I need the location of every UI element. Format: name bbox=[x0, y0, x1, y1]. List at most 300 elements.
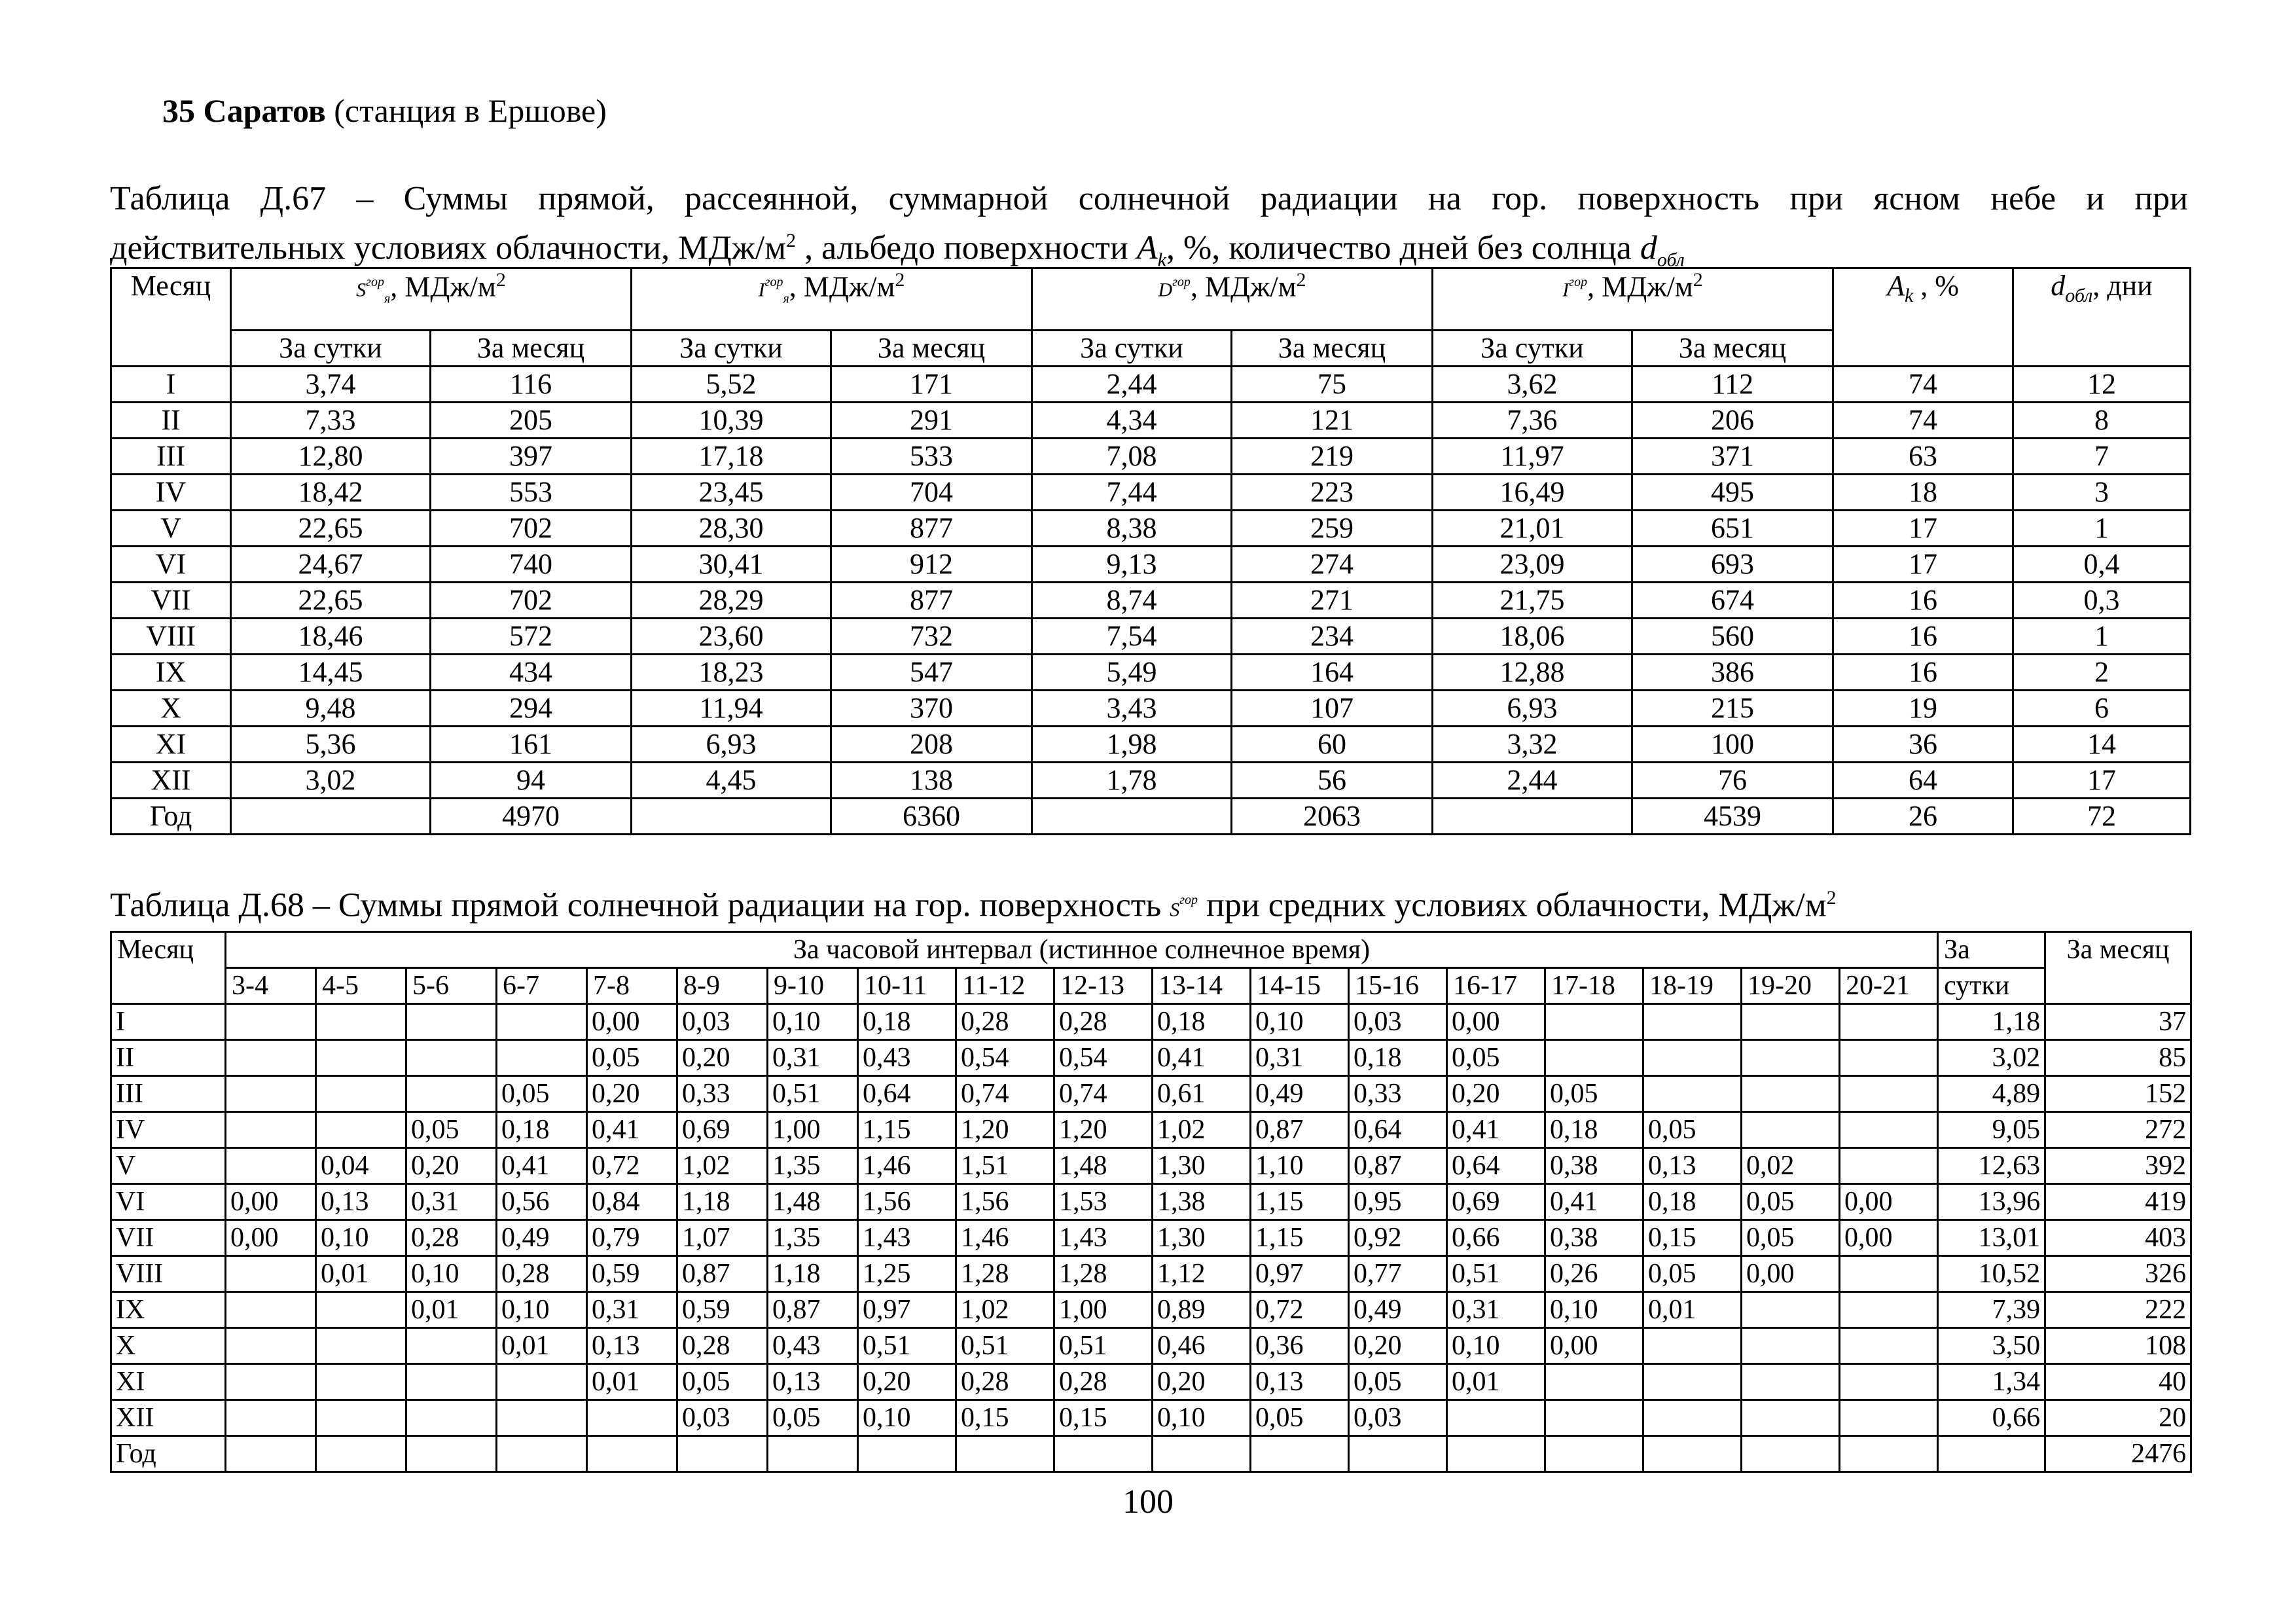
value-cell bbox=[226, 1328, 316, 1364]
month-cell: III bbox=[111, 1076, 226, 1112]
value-cell: 0,64 bbox=[1447, 1148, 1545, 1184]
value-cell: 0,05 bbox=[497, 1076, 587, 1112]
value-cell: 386 bbox=[1632, 655, 1833, 691]
value-cell: 0,51 bbox=[1447, 1256, 1545, 1292]
value-cell: 1,30 bbox=[1153, 1220, 1251, 1256]
value-cell bbox=[1433, 799, 1632, 835]
value-cell: 1,48 bbox=[1054, 1148, 1153, 1184]
value-cell: 0,31 bbox=[1251, 1040, 1349, 1076]
value-cell: 13,01 bbox=[1938, 1220, 2045, 1256]
col68-interval: 19-20 bbox=[1742, 968, 1840, 1004]
value-cell: 17,18 bbox=[632, 439, 831, 475]
value-cell: 434 bbox=[431, 655, 632, 691]
value-cell: 64 bbox=[1833, 763, 2013, 799]
value-cell: 0,66 bbox=[1447, 1220, 1545, 1256]
col68-interval: 15-16 bbox=[1349, 968, 1447, 1004]
value-cell: 9,13 bbox=[1032, 547, 1232, 583]
value-cell: 1,43 bbox=[858, 1220, 956, 1256]
value-cell: 371 bbox=[1632, 439, 1833, 475]
value-cell: 9,48 bbox=[231, 691, 431, 727]
col-total-clear: $I^{гор}_я$, МДж/$м^2$ bbox=[632, 268, 1032, 331]
value-cell: 1,46 bbox=[858, 1148, 956, 1184]
value-cell bbox=[231, 799, 431, 835]
month-cell: II bbox=[111, 1040, 226, 1076]
month-cell: II bbox=[111, 403, 231, 439]
value-cell: 0,84 bbox=[587, 1184, 677, 1220]
col68-interval-group: За часовой интервал (истинное солнечное время) bbox=[226, 932, 1938, 968]
value-cell bbox=[497, 1400, 587, 1436]
value-cell: 8,38 bbox=[1032, 511, 1232, 547]
value-cell: 0,01 bbox=[1643, 1292, 1742, 1328]
value-cell bbox=[316, 1364, 406, 1400]
table-row bbox=[111, 403, 2191, 439]
value-cell: 40 bbox=[2045, 1364, 2191, 1400]
value-cell: 0,41 bbox=[1545, 1184, 1643, 1220]
value-cell: 10,39 bbox=[632, 403, 831, 439]
value-cell: 2476 bbox=[2045, 1436, 2191, 1472]
value-cell: 1,00 bbox=[1054, 1292, 1153, 1328]
table-row bbox=[111, 583, 2191, 619]
value-cell: 0,77 bbox=[1349, 1256, 1447, 1292]
value-cell bbox=[497, 1040, 587, 1076]
value-cell bbox=[406, 1436, 497, 1472]
table68-caption bbox=[110, 877, 2188, 931]
value-cell: 0,46 bbox=[1153, 1328, 1251, 1364]
value-cell bbox=[1840, 1256, 1938, 1292]
value-cell: 702 bbox=[431, 511, 632, 547]
caption-text-a: действительных условиях облачности, МДж/м bbox=[110, 229, 787, 267]
value-cell: 1,07 bbox=[677, 1220, 768, 1256]
value-cell bbox=[1447, 1436, 1545, 1472]
col68-interval: 4-5 bbox=[316, 968, 406, 1004]
value-cell: 1,28 bbox=[956, 1256, 1054, 1292]
value-cell: 0,18 bbox=[1643, 1184, 1742, 1220]
value-cell: 7,44 bbox=[1032, 475, 1232, 511]
value-cell: 0,4 bbox=[2013, 547, 2191, 583]
value-cell bbox=[1545, 1436, 1643, 1472]
value-cell bbox=[406, 1328, 497, 1364]
value-cell: 17 bbox=[2013, 763, 2191, 799]
col68-interval: 8-9 bbox=[677, 968, 768, 1004]
value-cell: 0,10 bbox=[316, 1220, 406, 1256]
value-cell: 0,97 bbox=[858, 1292, 956, 1328]
table-d67-body bbox=[111, 367, 2191, 835]
value-cell: 3,62 bbox=[1433, 367, 1632, 403]
col-month: Месяц bbox=[111, 268, 231, 367]
value-cell: 1,30 bbox=[1153, 1148, 1251, 1184]
value-cell: 12,63 bbox=[1938, 1148, 2045, 1184]
value-cell: 1,18 bbox=[1938, 1004, 2045, 1040]
col68-day-bottom: сутки bbox=[1938, 968, 2045, 1004]
value-cell: 12 bbox=[2013, 367, 2191, 403]
value-cell: 36 bbox=[1833, 727, 2013, 763]
value-cell: 1,02 bbox=[956, 1292, 1054, 1328]
value-cell: 0,13 bbox=[768, 1364, 858, 1400]
month-cell: VIII bbox=[111, 619, 231, 655]
value-cell: 215 bbox=[1632, 691, 1833, 727]
value-cell: 16 bbox=[1833, 619, 2013, 655]
value-cell: 0,56 bbox=[497, 1184, 587, 1220]
value-cell: 0,05 bbox=[1643, 1112, 1742, 1148]
month-cell: VI bbox=[111, 547, 231, 583]
value-cell bbox=[1742, 1364, 1840, 1400]
value-cell bbox=[406, 1040, 497, 1076]
value-cell: 0,26 bbox=[1545, 1256, 1643, 1292]
value-cell: 0,49 bbox=[1349, 1292, 1447, 1328]
value-cell: 274 bbox=[1232, 547, 1433, 583]
caption-d-symbol: d bbox=[1640, 229, 1657, 267]
value-cell: 21,01 bbox=[1433, 511, 1632, 547]
col68-interval: 9-10 bbox=[768, 968, 858, 1004]
value-cell: 0,97 bbox=[1251, 1256, 1349, 1292]
value-cell: 6,93 bbox=[632, 727, 831, 763]
value-cell: 1,20 bbox=[956, 1112, 1054, 1148]
value-cell: 17 bbox=[1833, 547, 2013, 583]
month-cell: VII bbox=[111, 583, 231, 619]
caption68-symbol: S bbox=[1170, 899, 1180, 921]
table-row bbox=[111, 1148, 2191, 1184]
value-cell: 16,49 bbox=[1433, 475, 1632, 511]
value-cell: 553 bbox=[431, 475, 632, 511]
value-cell: 0,00 bbox=[1840, 1184, 1938, 1220]
value-cell: 704 bbox=[831, 475, 1032, 511]
subcol-day: За сутки bbox=[632, 331, 831, 367]
value-cell: 0,20 bbox=[858, 1364, 956, 1400]
value-cell: 164 bbox=[1232, 655, 1433, 691]
value-cell: 0,31 bbox=[406, 1184, 497, 1220]
value-cell: 14,45 bbox=[231, 655, 431, 691]
value-cell: 76 bbox=[1632, 763, 1833, 799]
value-cell bbox=[1742, 1292, 1840, 1328]
value-cell: 6360 bbox=[831, 799, 1032, 835]
value-cell bbox=[1032, 799, 1232, 835]
value-cell: 547 bbox=[831, 655, 1032, 691]
value-cell bbox=[1643, 1400, 1742, 1436]
value-cell: 0,66 bbox=[1938, 1400, 2045, 1436]
value-cell: 11,97 bbox=[1433, 439, 1632, 475]
value-cell: 0,03 bbox=[677, 1004, 768, 1040]
month-cell: XII bbox=[111, 1400, 226, 1436]
table-row bbox=[111, 1004, 2191, 1040]
caption-d-sub: обл bbox=[1657, 249, 1685, 271]
value-cell: 234 bbox=[1232, 619, 1433, 655]
value-cell: 0,01 bbox=[406, 1292, 497, 1328]
value-cell bbox=[1643, 1004, 1742, 1040]
section-station: (станция в Ершове) bbox=[334, 92, 607, 129]
col68-interval: 6-7 bbox=[497, 968, 587, 1004]
month-cell: XI bbox=[111, 727, 231, 763]
value-cell: 495 bbox=[1632, 475, 1833, 511]
value-cell: 419 bbox=[2045, 1184, 2191, 1220]
value-cell: 107 bbox=[1232, 691, 1433, 727]
value-cell: 208 bbox=[831, 727, 1032, 763]
value-cell: 20 bbox=[2045, 1400, 2191, 1436]
value-cell: 3 bbox=[2013, 475, 2191, 511]
value-cell: 0,05 bbox=[768, 1400, 858, 1436]
value-cell bbox=[1545, 1040, 1643, 1076]
value-cell: 60 bbox=[1232, 727, 1433, 763]
value-cell: 4,34 bbox=[1032, 403, 1232, 439]
value-cell: 877 bbox=[831, 511, 1032, 547]
value-cell: 3,74 bbox=[231, 367, 431, 403]
value-cell: 3,43 bbox=[1032, 691, 1232, 727]
value-cell: 219 bbox=[1232, 439, 1433, 475]
value-cell: 0,20 bbox=[406, 1148, 497, 1184]
value-cell: 161 bbox=[431, 727, 632, 763]
value-cell: 0,15 bbox=[1054, 1400, 1153, 1436]
value-cell: 0,10 bbox=[1447, 1328, 1545, 1364]
value-cell: 0,3 bbox=[2013, 583, 2191, 619]
caption-albedo-symbol: A bbox=[1136, 229, 1158, 267]
subcol-month: За месяц bbox=[1232, 331, 1433, 367]
table-row bbox=[111, 475, 2191, 511]
caption-text-c: , %, количество дней без солнца bbox=[1166, 229, 1640, 267]
value-cell: 0,00 bbox=[226, 1184, 316, 1220]
value-cell: 0,79 bbox=[587, 1220, 677, 1256]
table-row bbox=[111, 763, 2191, 799]
value-cell: 1,35 bbox=[768, 1220, 858, 1256]
value-cell bbox=[316, 1328, 406, 1364]
value-cell: 1,00 bbox=[768, 1112, 858, 1148]
value-cell: 1,25 bbox=[858, 1256, 956, 1292]
value-cell bbox=[316, 1076, 406, 1112]
value-cell bbox=[1742, 1328, 1840, 1364]
month-cell: IX bbox=[111, 655, 231, 691]
table-row bbox=[111, 1256, 2191, 1292]
value-cell bbox=[858, 1436, 956, 1472]
col68-interval: 5-6 bbox=[406, 968, 497, 1004]
value-cell: 205 bbox=[431, 403, 632, 439]
value-cell: 0,15 bbox=[1643, 1220, 1742, 1256]
value-cell: 370 bbox=[831, 691, 1032, 727]
value-cell: 272 bbox=[2045, 1112, 2191, 1148]
month-cell: IX bbox=[111, 1292, 226, 1328]
section-heading bbox=[162, 92, 607, 130]
value-cell bbox=[406, 1004, 497, 1040]
value-cell: 8,74 bbox=[1032, 583, 1232, 619]
value-cell: 0,03 bbox=[677, 1400, 768, 1436]
value-cell: 13,96 bbox=[1938, 1184, 2045, 1220]
table-row bbox=[111, 799, 2191, 835]
value-cell: 693 bbox=[1632, 547, 1833, 583]
value-cell: 0,51 bbox=[858, 1328, 956, 1364]
value-cell: 560 bbox=[1632, 619, 1833, 655]
subcol-day: За сутки bbox=[1433, 331, 1632, 367]
value-cell bbox=[1643, 1040, 1742, 1076]
value-cell: 0,28 bbox=[956, 1004, 1054, 1040]
value-cell: 10,52 bbox=[1938, 1256, 2045, 1292]
col68-interval: 18-19 bbox=[1643, 968, 1742, 1004]
value-cell: 0,41 bbox=[1447, 1112, 1545, 1148]
table-row bbox=[111, 691, 2191, 727]
value-cell: 1,28 bbox=[1054, 1256, 1153, 1292]
value-cell bbox=[1840, 1436, 1938, 1472]
value-cell: 1,15 bbox=[1251, 1220, 1349, 1256]
table-row bbox=[111, 727, 2191, 763]
value-cell: 912 bbox=[831, 547, 1032, 583]
value-cell bbox=[316, 1004, 406, 1040]
table67-caption-line1: Таблица Д.67 – Суммы прямой, рассеянной, суммарной солнечной радиации на гор. поверхность при ясном небе и при bbox=[110, 180, 2188, 217]
value-cell: 0,43 bbox=[858, 1040, 956, 1076]
value-cell: 0,59 bbox=[587, 1256, 677, 1292]
col68-interval: 7-8 bbox=[587, 968, 677, 1004]
value-cell: 0,10 bbox=[497, 1292, 587, 1328]
month-cell: III bbox=[111, 439, 231, 475]
value-cell: 0,72 bbox=[1251, 1292, 1349, 1328]
value-cell: 651 bbox=[1632, 511, 1833, 547]
value-cell: 74 bbox=[1833, 367, 2013, 403]
value-cell bbox=[226, 1400, 316, 1436]
table-d68-body bbox=[111, 1004, 2191, 1472]
value-cell bbox=[316, 1436, 406, 1472]
table-row bbox=[111, 1040, 2191, 1076]
value-cell: 18,23 bbox=[632, 655, 831, 691]
value-cell: 0,51 bbox=[1054, 1328, 1153, 1364]
month-cell: X bbox=[111, 691, 231, 727]
value-cell: 1,02 bbox=[1153, 1112, 1251, 1148]
value-cell: 0,87 bbox=[1251, 1112, 1349, 1148]
value-cell: 0,05 bbox=[1447, 1040, 1545, 1076]
table-row bbox=[111, 1400, 2191, 1436]
value-cell: 11,94 bbox=[632, 691, 831, 727]
value-cell bbox=[226, 1148, 316, 1184]
value-cell: 1,43 bbox=[1054, 1220, 1153, 1256]
value-cell: 0,04 bbox=[316, 1148, 406, 1184]
value-cell: 7,39 bbox=[1938, 1292, 2045, 1328]
value-cell: 0,87 bbox=[768, 1292, 858, 1328]
value-cell: 6 bbox=[2013, 691, 2191, 727]
value-cell: 0,20 bbox=[587, 1076, 677, 1112]
col68-interval: 11-12 bbox=[956, 968, 1054, 1004]
value-cell: 0,59 bbox=[677, 1292, 768, 1328]
value-cell bbox=[632, 799, 831, 835]
value-cell bbox=[1643, 1076, 1742, 1112]
page-number: 100 bbox=[1122, 1483, 1174, 1521]
value-cell: 1,15 bbox=[858, 1112, 956, 1148]
value-cell: 2 bbox=[2013, 655, 2191, 691]
value-cell: 0,13 bbox=[1251, 1364, 1349, 1400]
value-cell: 0,87 bbox=[1349, 1148, 1447, 1184]
value-cell: 152 bbox=[2045, 1076, 2191, 1112]
table-row bbox=[111, 619, 2191, 655]
value-cell bbox=[587, 1436, 677, 1472]
value-cell: 392 bbox=[2045, 1148, 2191, 1184]
value-cell bbox=[1742, 1112, 1840, 1148]
value-cell: 116 bbox=[431, 367, 632, 403]
value-cell: 121 bbox=[1232, 403, 1433, 439]
value-cell: 0,38 bbox=[1545, 1220, 1643, 1256]
value-cell bbox=[316, 1400, 406, 1436]
value-cell bbox=[1643, 1328, 1742, 1364]
value-cell: 0,49 bbox=[1251, 1076, 1349, 1112]
value-cell: 0,05 bbox=[1742, 1184, 1840, 1220]
value-cell bbox=[316, 1292, 406, 1328]
value-cell: 0,10 bbox=[1153, 1400, 1251, 1436]
value-cell: 674 bbox=[1632, 583, 1833, 619]
month-cell: Год bbox=[111, 1436, 226, 1472]
value-cell: 18,46 bbox=[231, 619, 431, 655]
value-cell: 206 bbox=[1632, 403, 1833, 439]
table-row bbox=[111, 511, 2191, 547]
value-cell: 0,20 bbox=[677, 1040, 768, 1076]
value-cell: 112 bbox=[1632, 367, 1833, 403]
value-cell: 877 bbox=[831, 583, 1032, 619]
value-cell: 16 bbox=[1833, 583, 2013, 619]
value-cell bbox=[1840, 1004, 1938, 1040]
value-cell: 1,56 bbox=[858, 1184, 956, 1220]
value-cell: 2,44 bbox=[1433, 763, 1632, 799]
value-cell: 572 bbox=[431, 619, 632, 655]
value-cell: 7,54 bbox=[1032, 619, 1232, 655]
value-cell: 1,51 bbox=[956, 1148, 1054, 1184]
value-cell: 0,03 bbox=[1349, 1400, 1447, 1436]
value-cell: 5,49 bbox=[1032, 655, 1232, 691]
value-cell: 0,01 bbox=[316, 1256, 406, 1292]
value-cell bbox=[497, 1436, 587, 1472]
value-cell: 21,75 bbox=[1433, 583, 1632, 619]
subcol-day: За сутки bbox=[1032, 331, 1232, 367]
value-cell: 0,05 bbox=[1251, 1400, 1349, 1436]
value-cell: 85 bbox=[2045, 1040, 2191, 1076]
value-cell bbox=[1545, 1364, 1643, 1400]
value-cell bbox=[1545, 1004, 1643, 1040]
value-cell: 1,34 bbox=[1938, 1364, 2045, 1400]
value-cell bbox=[1153, 1436, 1251, 1472]
value-cell bbox=[406, 1076, 497, 1112]
value-cell: 0,28 bbox=[497, 1256, 587, 1292]
value-cell bbox=[1643, 1436, 1742, 1472]
value-cell: 2,44 bbox=[1032, 367, 1232, 403]
value-cell bbox=[1742, 1400, 1840, 1436]
table-row bbox=[111, 1184, 2191, 1220]
value-cell bbox=[1742, 1076, 1840, 1112]
subcol-month: За месяц bbox=[831, 331, 1032, 367]
value-cell: 1 bbox=[2013, 619, 2191, 655]
value-cell: 223 bbox=[1232, 475, 1433, 511]
value-cell bbox=[1840, 1292, 1938, 1328]
value-cell: 6,93 bbox=[1433, 691, 1632, 727]
value-cell: 0,18 bbox=[497, 1112, 587, 1148]
value-cell: 0,43 bbox=[768, 1328, 858, 1364]
value-cell: 1,78 bbox=[1032, 763, 1232, 799]
value-cell: 0,95 bbox=[1349, 1184, 1447, 1220]
value-cell: 12,88 bbox=[1433, 655, 1632, 691]
value-cell: 0,20 bbox=[1349, 1328, 1447, 1364]
value-cell: 0,31 bbox=[587, 1292, 677, 1328]
value-cell bbox=[1742, 1040, 1840, 1076]
col68-interval: 13-14 bbox=[1153, 968, 1251, 1004]
col68-day-top: За bbox=[1938, 932, 2045, 968]
value-cell bbox=[1545, 1400, 1643, 1436]
col68-month: Месяц bbox=[111, 932, 226, 1004]
value-cell: 7,08 bbox=[1032, 439, 1232, 475]
caption68-text-a: Таблица Д.68 – Суммы прямой солнечной радиации на гор. поверхность bbox=[110, 886, 1170, 924]
value-cell: 0,51 bbox=[768, 1076, 858, 1112]
value-cell bbox=[226, 1004, 316, 1040]
subcol-day: За сутки bbox=[231, 331, 431, 367]
col68-interval: 17-18 bbox=[1545, 968, 1643, 1004]
value-cell: 100 bbox=[1632, 727, 1833, 763]
subcol-month: За месяц bbox=[1632, 331, 1833, 367]
value-cell: 397 bbox=[431, 439, 632, 475]
table-row bbox=[111, 1076, 2191, 1112]
value-cell: 8 bbox=[2013, 403, 2191, 439]
month-cell: VII bbox=[111, 1220, 226, 1256]
value-cell: 1,18 bbox=[768, 1256, 858, 1292]
value-cell: 0,61 bbox=[1153, 1076, 1251, 1112]
value-cell: 291 bbox=[831, 403, 1032, 439]
value-cell: 1,56 bbox=[956, 1184, 1054, 1220]
